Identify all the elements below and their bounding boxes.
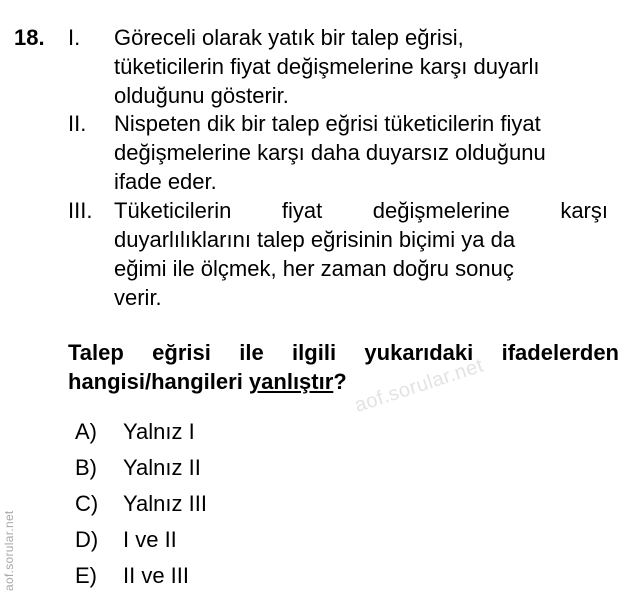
watermark-side: aof.sorular.net [2, 510, 16, 591]
option-text: Yalnız III [123, 491, 207, 516]
option-text: I ve II [123, 527, 177, 552]
statement-line: tüketicilerin fiyat değişmelerine karşı duyarlı [114, 54, 540, 79]
question-number: 18. [14, 25, 45, 50]
statement-iii [68, 196, 608, 312]
option-text: II ve III [123, 563, 190, 588]
statement-line: eğimi ile ölçmek, her zaman doğru sonuç [114, 256, 514, 281]
option-text: Yalnız II [123, 455, 201, 480]
statement-line: değişmelerine karşı daha duyarsız olduğunu [114, 140, 546, 165]
option-c[interactable] [75, 490, 207, 518]
watermark-center: aof.sorular.net [352, 354, 487, 417]
statement-ii [68, 109, 608, 196]
statement-line: verir. [114, 285, 162, 310]
statement-line: duyarlılıklarını talep eğrisinin biçimi ya da [114, 227, 516, 252]
statement-line: Tüketicilerin fiyat değişmelerine karşı [114, 198, 608, 223]
option-letter: E) [75, 563, 97, 588]
option-letter: B) [75, 455, 97, 480]
statement-numeral: I. [68, 25, 81, 50]
question-prompt-continued [68, 367, 619, 396]
statement-line: olduğunu gösterir. [114, 83, 289, 108]
option-letter: A) [75, 419, 97, 444]
statement-line: Nispeten dik bir talep eğrisi tüketicilerin fiyat [114, 111, 541, 136]
question-prompt: Talep eğrisi ile ilgili yukarıdaki ifadelerden [68, 340, 619, 365]
statement-numeral: III. [68, 198, 93, 223]
statement-line: Göreceli olarak yatık bir talep eğrisi, [114, 25, 464, 50]
statement-numeral: II. [68, 111, 87, 136]
option-a[interactable] [75, 418, 195, 446]
option-d[interactable] [75, 526, 177, 554]
option-letter: D) [75, 527, 99, 552]
prompt-text: hangisi/hangileri [68, 369, 249, 394]
option-letter: C) [75, 491, 99, 516]
prompt-question-mark: ? [333, 369, 347, 394]
prompt-emphasis: yanlıştır [248, 369, 334, 394]
statement-line: ifade eder. [114, 169, 217, 194]
option-b[interactable] [75, 454, 201, 482]
option-e[interactable] [75, 562, 189, 590]
option-text: Yalnız I [123, 419, 195, 444]
statement-i [68, 23, 608, 110]
